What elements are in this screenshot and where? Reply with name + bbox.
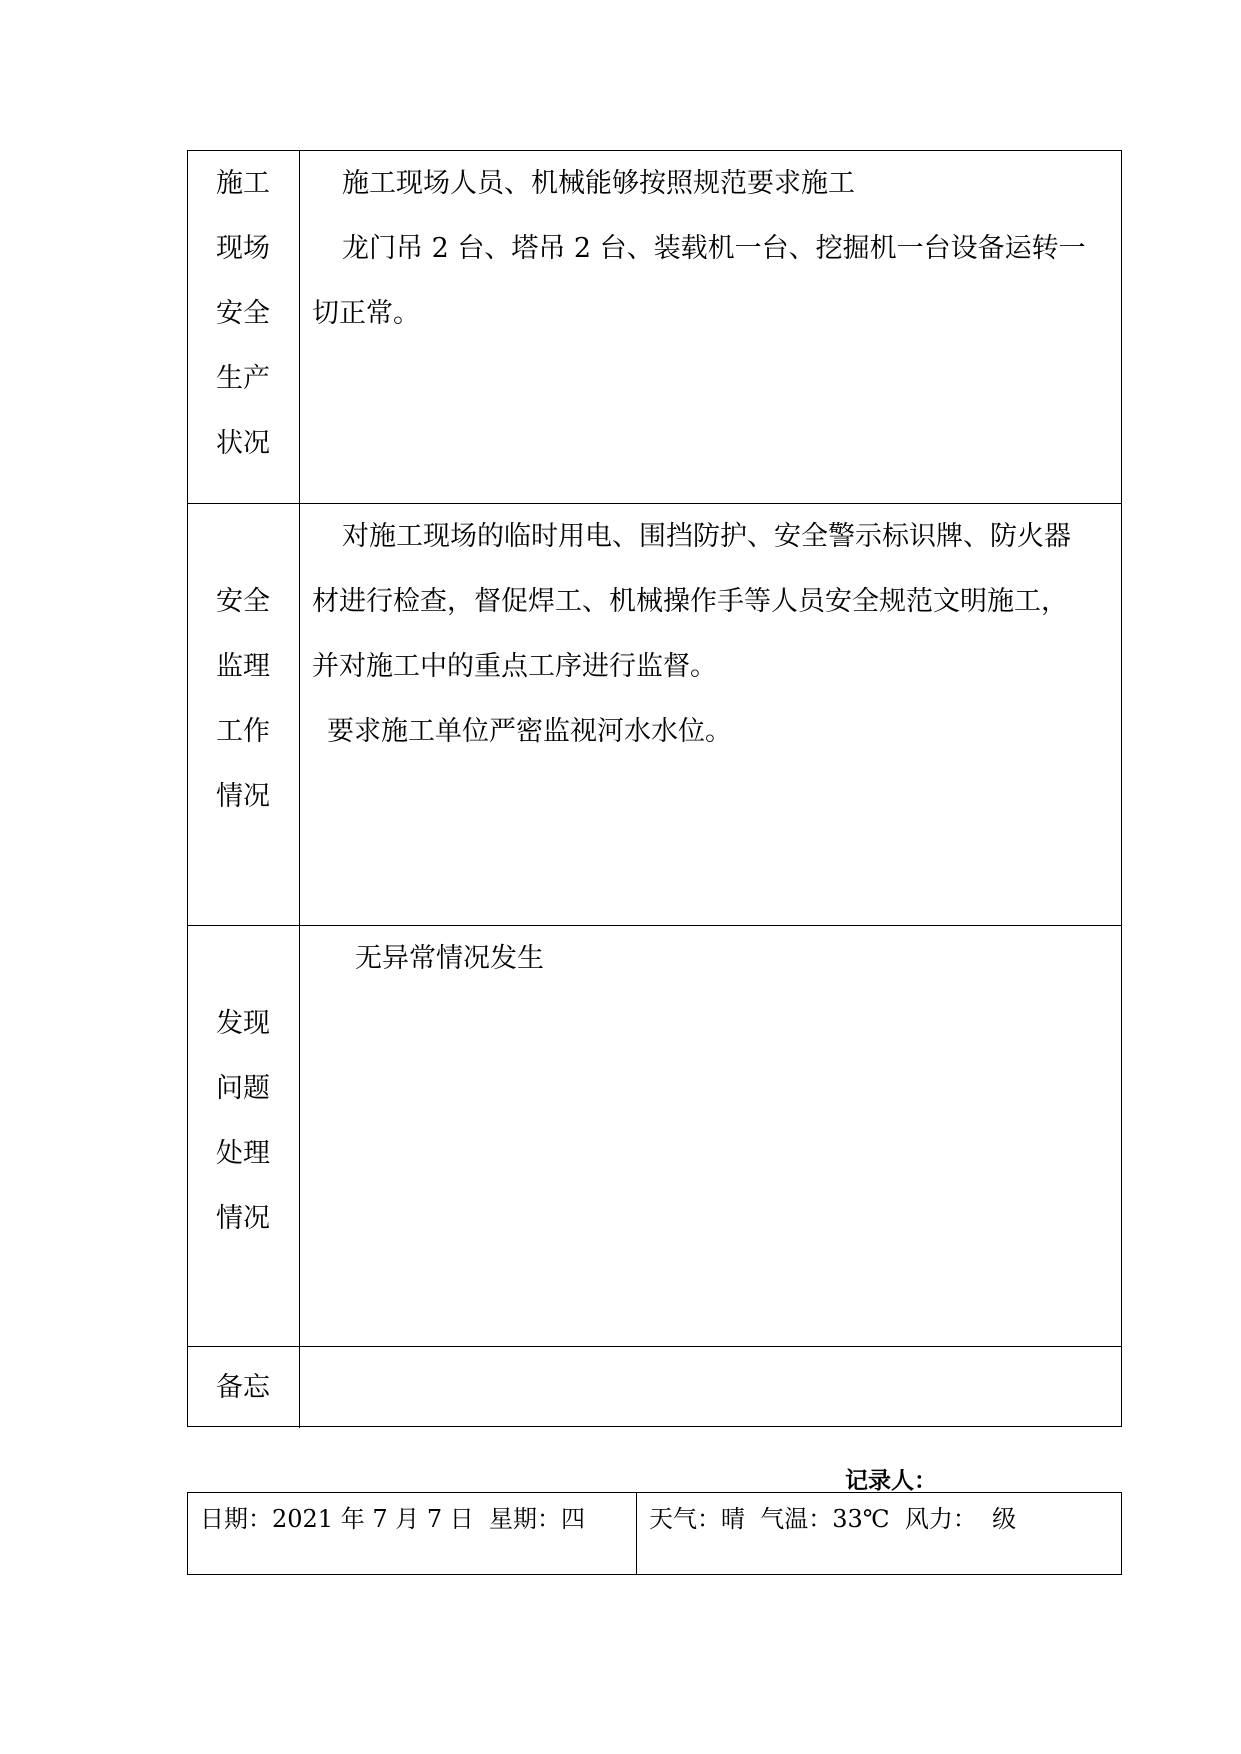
row-content bbox=[300, 151, 1121, 503]
weather-text: 天气：晴 气温：33℃ 风力： 级 bbox=[649, 1505, 1017, 1533]
content-line: 对施工现场的临时用电、围挡防护、安全警示标识牌、防火器 bbox=[342, 521, 1071, 552]
row-site-safety bbox=[188, 151, 1121, 504]
date-cell bbox=[188, 1493, 637, 1574]
content-line: 施工现场人员、机械能够按照规范要求施工 bbox=[342, 168, 855, 199]
footer-table bbox=[187, 1492, 1122, 1575]
row-label-cell bbox=[188, 926, 300, 1346]
content-line: 并对施工中的重点工序进行监督。 bbox=[312, 651, 717, 682]
row-label-cell bbox=[188, 504, 300, 925]
row-supervision bbox=[188, 504, 1121, 926]
content-line: 材进行检查，督促焊工、机械操作手等人员安全规范文明施工， bbox=[312, 586, 1068, 617]
row-label: 施工 现场 安全 生产 状况 bbox=[216, 168, 270, 459]
row-content bbox=[300, 1347, 1121, 1428]
content-line: 无异常情况发生 bbox=[355, 943, 544, 974]
row-label-cell bbox=[188, 1347, 300, 1428]
row-memo bbox=[188, 1347, 1121, 1428]
weather-cell bbox=[637, 1493, 1121, 1574]
content-line: 切正常。 bbox=[312, 298, 420, 329]
row-label: 备忘 bbox=[216, 1372, 270, 1403]
row-content bbox=[300, 504, 1121, 925]
recorder-label: 记录人： bbox=[845, 1468, 937, 1494]
row-issues bbox=[188, 926, 1121, 1347]
content-line: 龙门吊 2 台、塔吊 2 台、装载机一台、挖掘机一台设备运转一 bbox=[342, 233, 1086, 264]
row-content bbox=[300, 926, 1121, 1346]
date-text: 日期：2021 年 7 月 7 日 星期：四 bbox=[200, 1505, 586, 1533]
content-line: 要求施工单位严密监视河水水位。 bbox=[327, 716, 732, 747]
log-table bbox=[187, 150, 1122, 1427]
row-label: 安全 监理 工作 情况 bbox=[216, 586, 270, 812]
row-label: 发现 问题 处理 情况 bbox=[216, 1008, 270, 1234]
row-label-cell bbox=[188, 151, 300, 503]
